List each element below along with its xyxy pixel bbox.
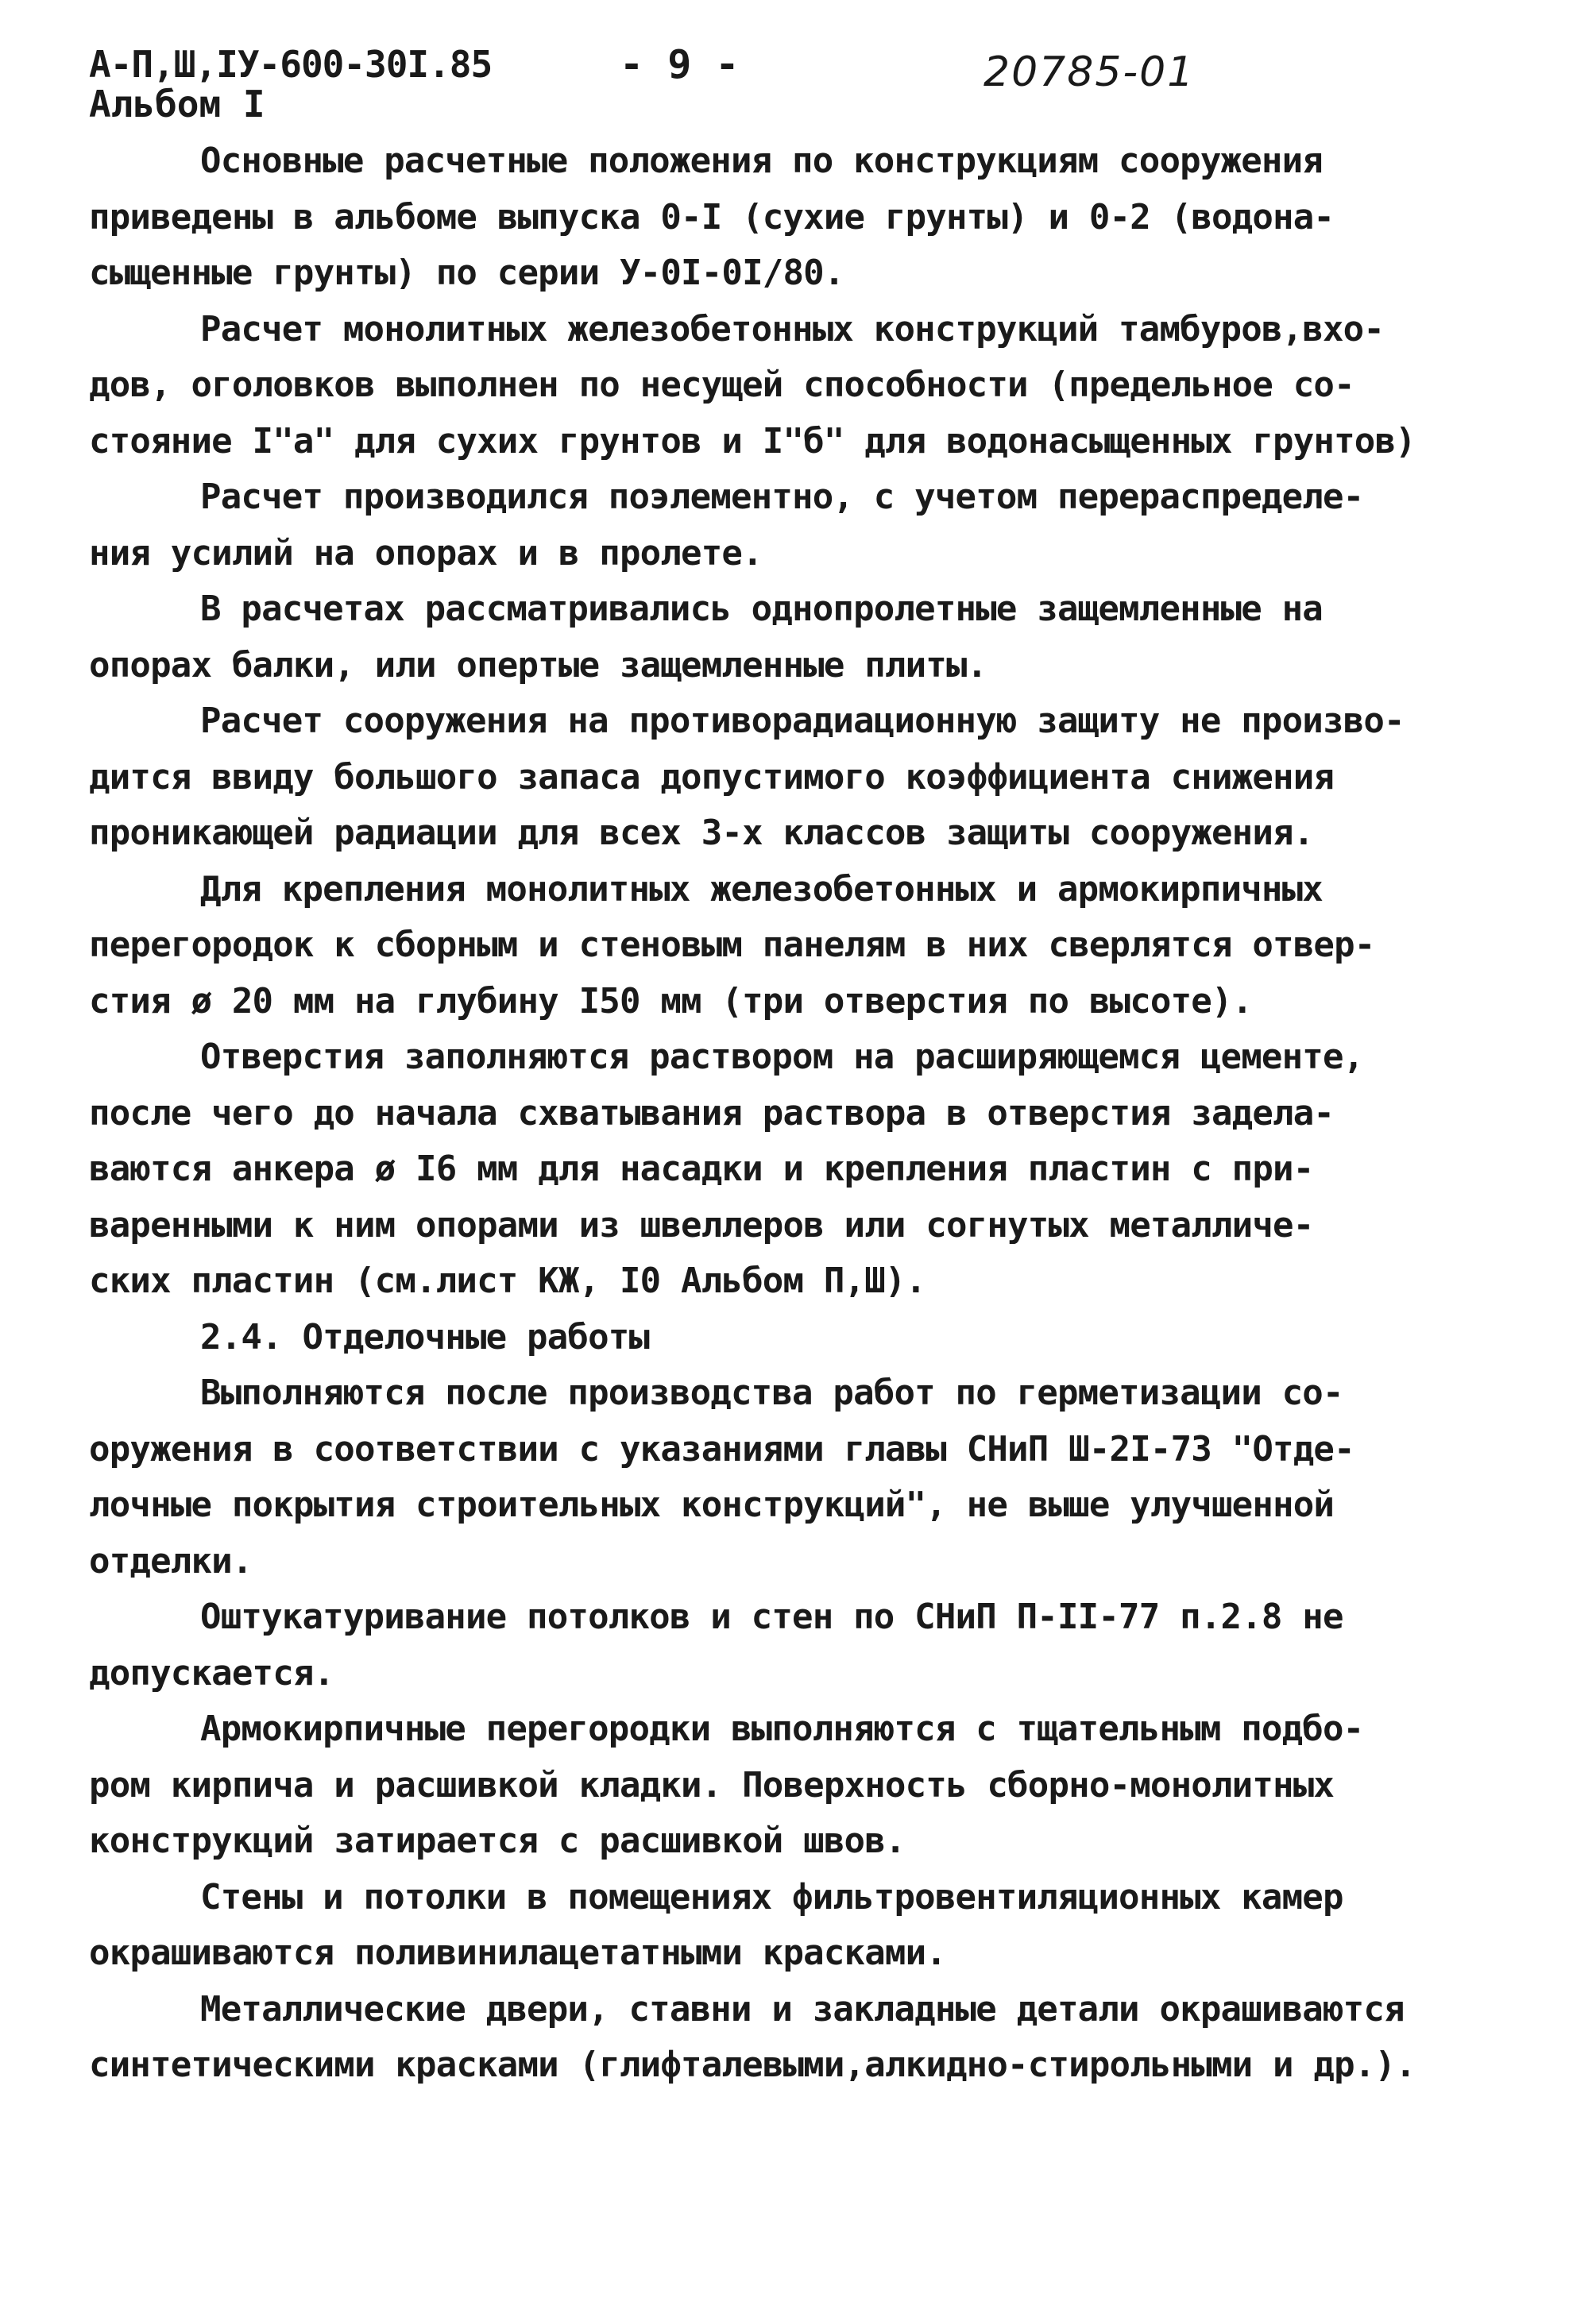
text-line: стия ø 20 мм на глубину I50 мм (три отверстия по высоте).	[89, 980, 1253, 1022]
text-line: ром кирпича и расшивкой кладки. Поверхность сборно-монолитных	[89, 1764, 1335, 1806]
text-line: Металлические двери, ставни и закладные детали окрашиваются	[200, 1988, 1405, 2030]
text-line: В расчетах рассматривались однопролетные защемленные на	[200, 589, 1323, 629]
text-line: после чего до начала схватывания раствора в отверстия задела-	[89, 1092, 1335, 1134]
text-line: Отверстия заполняются раствором на расширяющемся цементе,	[200, 1037, 1364, 1077]
text-line: варенными к ним опорами из швеллеров или согнутых металличе-	[89, 1204, 1314, 1246]
text-line: Основные расчетные положения по конструкциям сооружения	[200, 141, 1323, 181]
text-line: ваются анкера ø I6 мм для насадки и крепления пластин с при-	[89, 1149, 1314, 1189]
text-line: Стены и потолки в помещениях фильтровентиляционных камер	[200, 1876, 1343, 1918]
text-line: перегородок к сборным и стеновым панелям в них сверлятся отвер-	[89, 925, 1375, 965]
text-line: дов, оголовков выполнен по несущей способности (предельное со-	[89, 365, 1354, 405]
text-line: Расчет монолитных железобетонных конструкций тамбуров,вхо-	[200, 308, 1385, 350]
text-line: отделки.	[89, 1540, 253, 1582]
text-line: оружения в соответствии с указаниями главы СНиП Ш-2I-73 "Отде-	[89, 1428, 1354, 1470]
text-line: Расчет сооружения на противорадиационную защиту не произво-	[200, 701, 1405, 741]
text-line: приведены в альбоме выпуска 0-I (сухие грунты) и 0-2 (водона-	[89, 196, 1335, 238]
text-line: проникающей радиации для всех 3-х классов защиты сооружения.	[89, 813, 1314, 853]
section-heading: 2.4. Отделочные работы	[200, 1316, 650, 1358]
text-line: Выполняются после производства работ по герметизации со-	[200, 1373, 1343, 1413]
page-number: - 9 -	[620, 41, 740, 87]
document-code: А-П,Ш,IУ-600-30I.85	[89, 43, 493, 86]
text-line: опорах балки, или опертые защемленные плиты.	[89, 644, 987, 686]
album-label: Альбом I	[89, 83, 265, 126]
text-line: ских пластин (см.лист КЖ, I0 Альбом П,Ш).	[89, 1261, 926, 1301]
body-text	[89, 133, 1519, 2094]
text-line: Армокирпичные перегородки выполняются с тщательным подбо-	[200, 1709, 1364, 1749]
text-line: дится ввиду большого запаса допустимого коэффициента снижения	[89, 756, 1335, 798]
inventory-number-stamp: 20785-01	[983, 48, 1196, 96]
text-line: стояние I"а" для сухих грунтов и I"б" для водонасыщенных грунтов)	[89, 420, 1416, 462]
text-line: окрашиваются поливинилацетатными красками.	[89, 1933, 946, 1973]
text-line: ния усилий на опорах и в пролете.	[89, 532, 763, 574]
text-line: Для крепления монолитных железобетонных и армокирпичных	[200, 868, 1323, 910]
text-line: допускается.	[89, 1652, 334, 1694]
text-line: синтетическими красками (глифталевыми,алкидно-стирольными и др.).	[89, 2045, 1416, 2085]
text-line: лочные покрытия строительных конструкций", не выше улучшенной	[89, 1485, 1335, 1525]
text-line: Оштукатуривание потолков и стен по СНиП П-II-77 п.2.8 не	[200, 1597, 1343, 1637]
text-line: конструкций затирается с расшивкой швов.	[89, 1821, 906, 1861]
text-line: Расчет производился поэлементно, с учетом перераспределе-	[200, 477, 1364, 517]
text-line: сыщенные грунты) по серии У-0I-0I/80.	[89, 253, 844, 293]
